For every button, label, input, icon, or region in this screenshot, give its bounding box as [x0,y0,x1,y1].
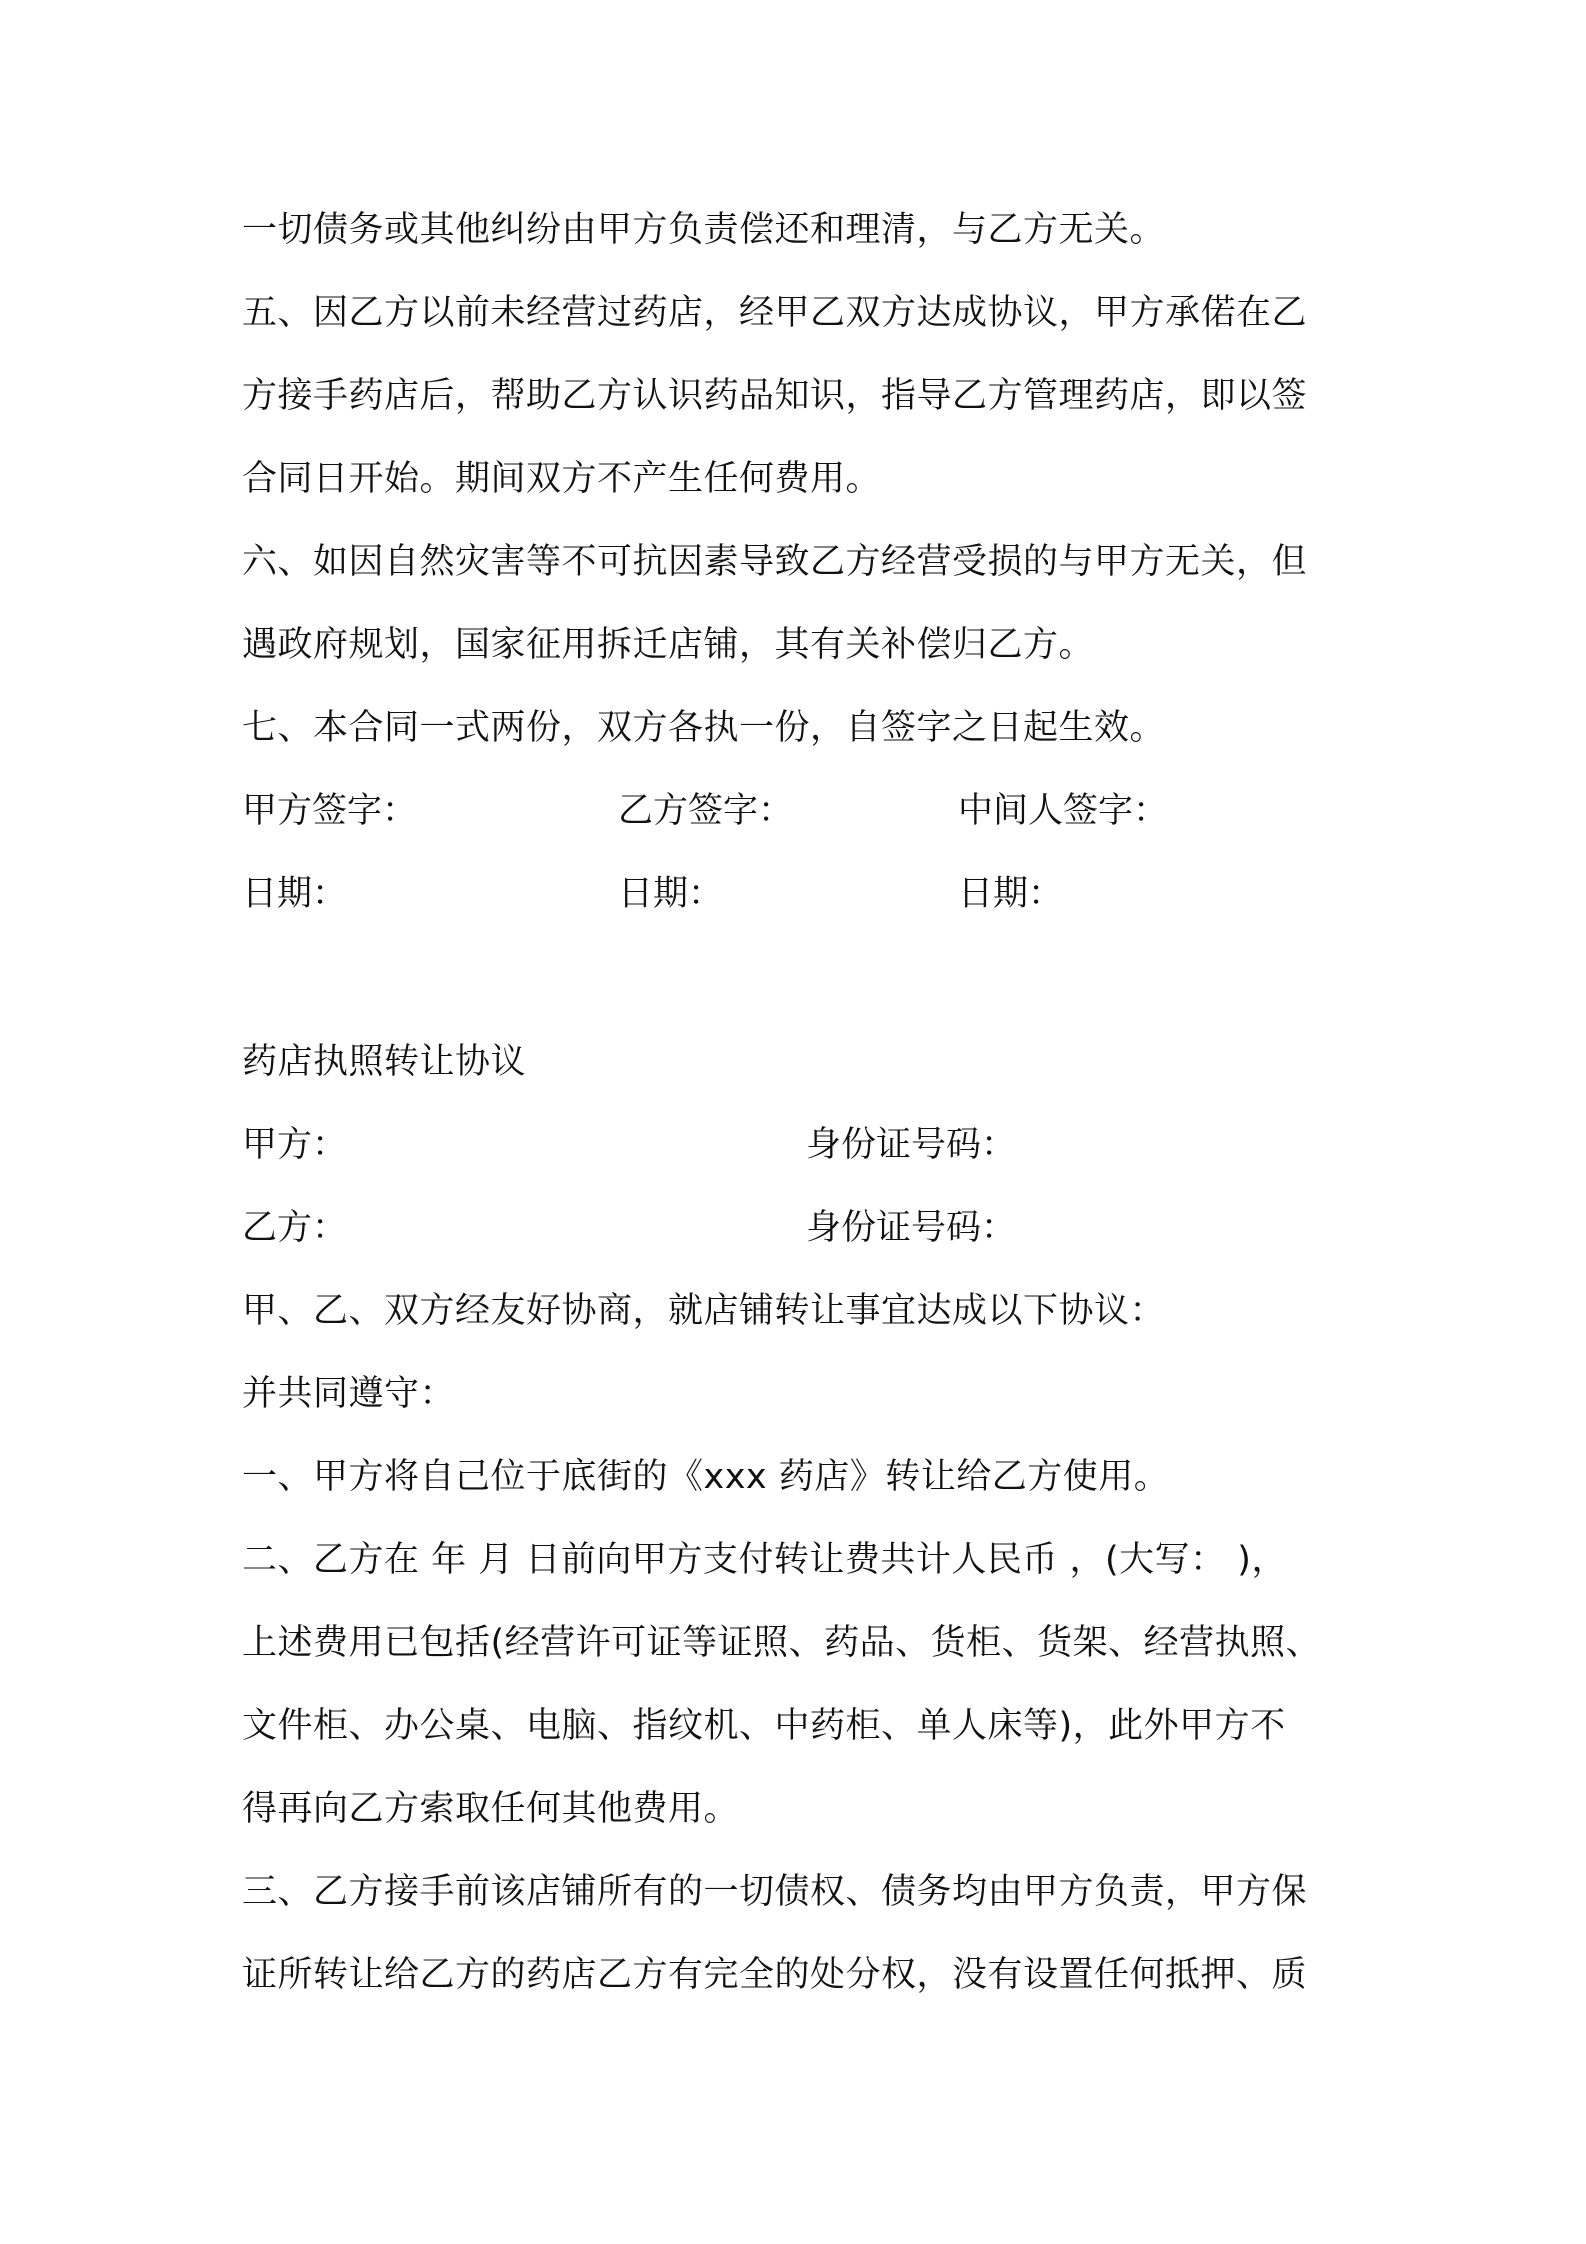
party-a-id-label: 身份证号码： [806,1125,1017,1165]
party-a-label: 甲方： [242,1125,348,1165]
clause-3-line-2: 证所转让给乙方的药店乙方有完全的处分权，没有设置任何抵押、质 [242,1955,1308,1995]
party-b-signature-label: 乙方签字： [618,791,794,831]
party-b-label: 乙方： [242,1208,348,1248]
party-b-id-label: 身份证号码： [806,1208,1017,1248]
middleman-signature-label: 中间人签字： [958,791,1169,831]
preamble-line-2: 并共同遵守： [242,1374,456,1414]
clause-6-line-1: 六、如因自然灾害等不可抗因素导致乙方经营受损的与甲方无关，但 [242,542,1308,582]
party-b-date-label: 日期： [618,874,724,914]
preamble-line: 甲、乙、双方经友好协商，就店铺转让事宜达成以下协议： [242,1291,1166,1331]
clause-2-line-4: 得再向乙方索取任何其他费用。 [242,1789,740,1829]
agreement-title: 药店执照转让协议 [242,1042,527,1082]
clause-2-line-1: 二、乙方在 年 月 日前向甲方支付转让费共计人民币 ，(大写： )， [242,1540,1287,1580]
clause-7-line: 七、本合同一式两份，双方各执一份，自签字之日起生效。 [242,708,1166,748]
middleman-date-label: 日期： [958,874,1064,914]
clause-2-line-2: 上述费用已包括(经营许可证等证照、药品、货柜、货架、经营执照、 [242,1623,1322,1663]
party-a-date-label: 日期： [242,874,348,914]
clause-5-line-2: 方接手药店后，帮助乙方认识药品知识，指导乙方管理药店，即以签 [242,376,1308,416]
clause-5-line-1: 五、因乙方以前未经营过药店，经甲乙双方达成协议，甲方承偌在乙 [242,293,1308,333]
clause-3-line-1: 三、乙方接手前该店铺所有的一切债权、债务均由甲方负责，甲方保 [242,1872,1308,1912]
clause-5-line-3: 合同日开始。期间双方不产生任何费用。 [242,459,882,499]
clause-6-line-2: 遇政府规划，国家征用拆迁店铺，其有关补偿归乙方。 [242,625,1095,665]
clause-2-line-3: 文件柜、办公桌、电脑、指纹机、中药柜、单人床等)，此外甲方不 [242,1706,1286,1746]
party-a-signature-label: 甲方签字： [242,791,418,831]
clause-1-line: 一、甲方将自己位于底街的《xxx 药店》转让给乙方使用。 [242,1457,1170,1497]
paragraph-line: 一切债务或其他纠纷由甲方负责偿还和理清，与乙方无关。 [242,210,1166,250]
